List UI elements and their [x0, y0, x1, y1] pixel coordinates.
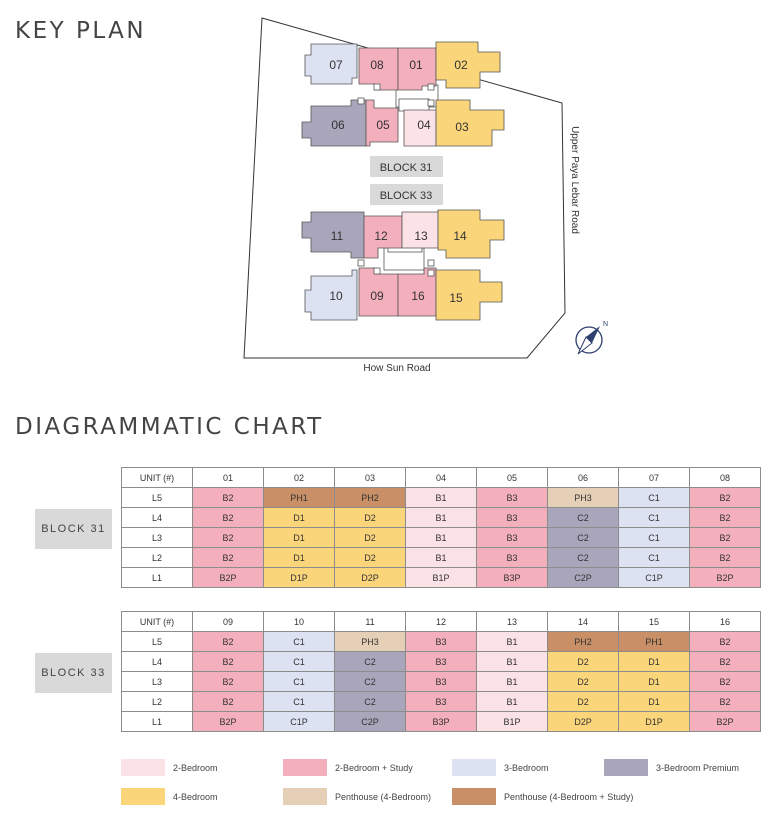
unit-label-14: 14: [453, 229, 467, 243]
legend-item-ph4: [283, 788, 431, 805]
level-cell: L2: [122, 692, 193, 712]
unit-type-cell: B2: [193, 632, 264, 652]
table-row: [122, 528, 761, 548]
unit-type-cell: D2: [335, 528, 406, 548]
unit-type-cell: B2P: [690, 712, 761, 732]
unit-type-cell: B3: [477, 488, 548, 508]
table-row: [122, 712, 761, 732]
unit-type-cell: B3P: [477, 568, 548, 588]
unit-type-cell: B1P: [406, 568, 477, 588]
legend-item-4br: [121, 788, 218, 805]
unit-number-header: 01: [193, 468, 264, 488]
legend-swatch: [604, 759, 648, 776]
unit-label-06: 06: [331, 118, 345, 132]
unit-type-cell: B2: [690, 508, 761, 528]
unit-header-cell: UNIT (#): [122, 612, 193, 632]
level-cell: L5: [122, 488, 193, 508]
unit-type-cell: D1: [619, 672, 690, 692]
unit-number-header: 12: [406, 612, 477, 632]
unit-type-cell: B1: [477, 672, 548, 692]
unit-label-16: 16: [411, 289, 425, 303]
unit-type-cell: D1: [619, 692, 690, 712]
unit-type-cell: PH1: [264, 488, 335, 508]
unit-type-cell: C1: [619, 528, 690, 548]
unit-type-cell: C2: [548, 528, 619, 548]
unit-number-header: 15: [619, 612, 690, 632]
unit-type-cell: PH2: [548, 632, 619, 652]
legend-item-ph4s: [452, 788, 633, 805]
unit-type-cell: C2: [335, 692, 406, 712]
unit-header-cell: UNIT (#): [122, 468, 193, 488]
legend-label: 4-Bedroom: [173, 791, 218, 802]
table-row: [122, 488, 761, 508]
unit-type-cell: D1: [264, 548, 335, 568]
unit-type-cell: C2P: [335, 712, 406, 732]
unit-type-cell: PH2: [335, 488, 406, 508]
unit-type-cell: B1: [406, 508, 477, 528]
legend-swatch: [121, 788, 165, 805]
unit-type-cell: C2: [548, 508, 619, 528]
unit-number-header: 10: [264, 612, 335, 632]
unit-type-cell: C1: [619, 548, 690, 568]
road-label-how-sun: How Sun Road: [363, 363, 431, 374]
unit-type-cell: B3: [477, 548, 548, 568]
unit-type-cell: B2: [193, 652, 264, 672]
unit-label-13: 13: [414, 229, 428, 243]
unit-type-cell: B1: [406, 488, 477, 508]
unit-type-cell: C1P: [619, 568, 690, 588]
level-cell: L1: [122, 712, 193, 732]
legend-label: 2-Bedroom + Study: [335, 762, 413, 773]
unit-number-header: 14: [548, 612, 619, 632]
unit-label-10: 10: [329, 289, 343, 303]
unit-type-cell: B2P: [193, 712, 264, 732]
unit-02-shape: [436, 42, 500, 88]
unit-type-cell: B3: [406, 672, 477, 692]
unit-type-cell: D2: [548, 652, 619, 672]
unit-number-header: 09: [193, 612, 264, 632]
legend-label: 3-Bedroom Premium: [656, 762, 740, 773]
unit-type-cell: B2: [690, 672, 761, 692]
table-row: [122, 568, 761, 588]
unit-type-cell: PH3: [335, 632, 406, 652]
unit-type-cell: C2: [335, 672, 406, 692]
unit-label-08: 08: [370, 58, 384, 72]
unit-type-cell: D2P: [548, 712, 619, 732]
level-cell: L5: [122, 632, 193, 652]
unit-type-cell: C2: [335, 652, 406, 672]
unit-type-cell: B2: [690, 692, 761, 712]
svg-text:N: N: [603, 321, 609, 328]
block-33-chart-label: BLOCK 33: [35, 653, 112, 693]
unit-type-cell: D1: [264, 528, 335, 548]
unit-type-cell: B1: [477, 692, 548, 712]
unit-type-cell: B2: [690, 488, 761, 508]
block-31-unit-table: [121, 467, 761, 588]
unit-label-09: 09: [370, 289, 384, 303]
unit-number-header: 13: [477, 612, 548, 632]
unit-type-cell: C1: [264, 632, 335, 652]
level-cell: L4: [122, 652, 193, 672]
unit-label-12: 12: [374, 229, 388, 243]
level-cell: L4: [122, 508, 193, 528]
unit-type-cell: C1P: [264, 712, 335, 732]
unit-type-cell: C1: [619, 488, 690, 508]
legend-swatch: [283, 759, 327, 776]
unit-type-cell: B3: [406, 632, 477, 652]
legend-item-3br: [452, 759, 549, 776]
unit-type-cell: C2P: [548, 568, 619, 588]
unit-label-07: 07: [329, 58, 343, 72]
legend-swatch: [452, 788, 496, 805]
unit-label-11: 11: [330, 229, 344, 243]
compass-icon: [576, 321, 608, 354]
unit-type-cell: B3P: [406, 712, 477, 732]
unit-label-04: 04: [417, 118, 431, 132]
unit-type-cell: B2: [193, 692, 264, 712]
table-row: [122, 672, 761, 692]
legend-swatch: [121, 759, 165, 776]
unit-number-header: 05: [477, 468, 548, 488]
legend-item-2br: [121, 759, 218, 776]
unit-type-cell: PH3: [548, 488, 619, 508]
key-plan-title: KEY PLAN: [15, 18, 147, 44]
unit-type-cell: D2: [548, 672, 619, 692]
block-33-tag: BLOCK 33: [379, 190, 433, 202]
legend-label: 3-Bedroom: [504, 762, 549, 773]
unit-type-cell: D1P: [619, 712, 690, 732]
table-row: [122, 548, 761, 568]
unit-type-cell: B1: [477, 632, 548, 652]
unit-type-cell: D2: [335, 508, 406, 528]
legend-swatch: [283, 788, 327, 805]
table-row: [122, 652, 761, 672]
unit-type-cell: B2P: [193, 568, 264, 588]
unit-type-cell: B2: [193, 528, 264, 548]
unit-type-cell: D2P: [335, 568, 406, 588]
unit-type-cell: D2: [335, 548, 406, 568]
table-row: [122, 692, 761, 712]
legend-label: Penthouse (4-Bedroom): [335, 791, 432, 802]
level-cell: L3: [122, 672, 193, 692]
unit-type-cell: B1: [406, 548, 477, 568]
unit-type-cell: B3: [406, 692, 477, 712]
unit-type-cell: B2: [690, 528, 761, 548]
unit-type-cell: C2: [548, 548, 619, 568]
unit-type-cell: D1: [619, 652, 690, 672]
unit-type-cell: C1: [264, 652, 335, 672]
unit-label-15: 15: [449, 291, 463, 305]
table-row: [122, 632, 761, 652]
unit-type-cell: B3: [477, 508, 548, 528]
level-cell: L3: [122, 528, 193, 548]
unit-type-cell: B1: [477, 652, 548, 672]
unit-type-cell: C1: [264, 672, 335, 692]
unit-number-header: 07: [619, 468, 690, 488]
road-label-upper-paya-lebar: Upper Paya Lebar Road: [569, 126, 580, 234]
unit-type-cell: B2: [193, 508, 264, 528]
unit-type-cell: B2P: [690, 568, 761, 588]
unit-type-cell: B2: [193, 672, 264, 692]
unit-number-header: 08: [690, 468, 761, 488]
unit-type-cell: B2: [690, 652, 761, 672]
unit-number-header: 03: [335, 468, 406, 488]
unit-type-cell: C1: [619, 508, 690, 528]
block-31-tag: BLOCK 31: [379, 162, 433, 174]
unit-type-cell: D2: [548, 692, 619, 712]
unit-label-03: 03: [455, 120, 469, 134]
unit-type-cell: B2: [690, 632, 761, 652]
unit-type-cell: B1: [406, 528, 477, 548]
level-cell: L2: [122, 548, 193, 568]
unit-type-cell: B2: [690, 548, 761, 568]
legend-label: Penthouse (4-Bedroom + Study): [504, 791, 634, 802]
legend-swatch: [452, 759, 496, 776]
key-plan-diagram: [0, 0, 778, 400]
block-33-unit-table: [121, 611, 761, 732]
unit-number-header: 02: [264, 468, 335, 488]
unit-type-cell: PH1: [619, 632, 690, 652]
unit-number-header: 06: [548, 468, 619, 488]
unit-type-cell: C1: [264, 692, 335, 712]
unit-label-05: 05: [376, 118, 390, 132]
block-31-chart-label: BLOCK 31: [35, 509, 112, 549]
table-header-row: [122, 612, 761, 632]
table-row: [122, 508, 761, 528]
unit-type-cell: B2: [193, 488, 264, 508]
unit-type-cell: B2: [193, 548, 264, 568]
unit-type-cell: B1P: [477, 712, 548, 732]
unit-type-cell: B3: [477, 528, 548, 548]
unit-type-cell: D1P: [264, 568, 335, 588]
unit-type-cell: D1: [264, 508, 335, 528]
legend-item-2brs: [283, 759, 413, 776]
unit-type-cell: B3: [406, 652, 477, 672]
level-cell: L1: [122, 568, 193, 588]
unit-number-header: 16: [690, 612, 761, 632]
legend-label: 2-Bedroom: [173, 762, 218, 773]
unit-label-01: 01: [409, 58, 423, 72]
legend-item-3brp: [604, 759, 739, 776]
table-header-row: [122, 468, 761, 488]
unit-number-header: 11: [335, 612, 406, 632]
unit-number-header: 04: [406, 468, 477, 488]
unit-label-02: 02: [454, 58, 468, 72]
diagrammatic-chart-title: DIAGRAMMATIC CHART: [15, 414, 324, 440]
